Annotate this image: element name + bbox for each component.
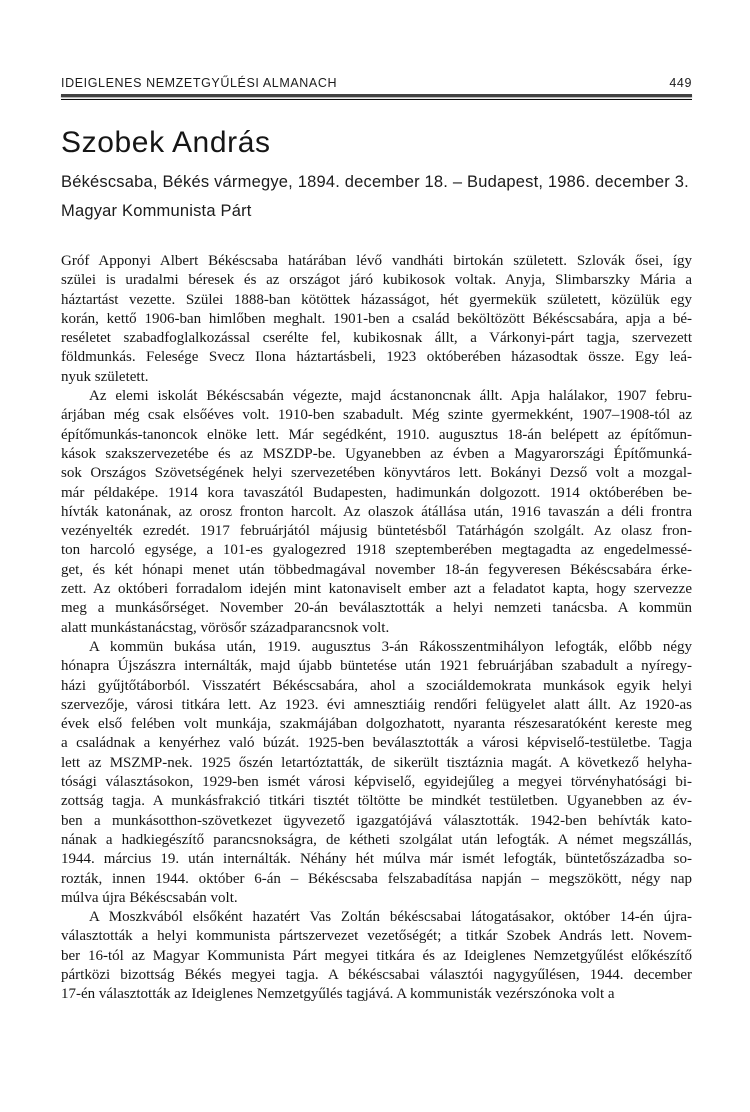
text-line: évek első felében volt munkája, szakmájában dolgozhatott, nyaranta részesaratóként kereste meg [61, 716, 692, 733]
text-line: szervezője, városi titkára lett. Az 1923. évi amnesztiáig rendőri felügyelet alatt állt. Az 1920-as [61, 696, 692, 713]
entry-party: Magyar Kommunista Párt [61, 202, 252, 220]
biography-paragraph [61, 638, 692, 908]
header-rule-thin [61, 99, 692, 100]
text-line: korán, kettő 1906-ban himlőben meghalt. 1901-ben a család beköltözött Békéscsabára, apja a bé- [61, 310, 692, 327]
page-content [61, 0, 692, 1005]
biography-paragraph [61, 252, 692, 387]
text-line: építőmunkás-tanoncok elnöke lett. Már segédként, 1910. augusztus 18-án belépett az építőmun- [61, 426, 692, 443]
biography [61, 252, 692, 1005]
text-line: múlva újra Békéscsabán volt. [61, 889, 238, 906]
text-line: nának a hadkiegészítő parancsnokságra, de kétheti szolgálat után lefogták. A német megszállás, [61, 831, 692, 848]
header-rule [61, 94, 692, 100]
text-line: A Moszkvából elsőként hazatért Vas Zoltán békéscsabai látogatásakor, október 14-én újra- [89, 909, 692, 926]
text-line: zett. Az októberi forradalom idején mint katonaviselt ember azt a feladatot kapta, hogy szervezze [61, 581, 692, 598]
text-line: 17-én választották az Ideiglenes Nemzetgyűlés tagjává. A kommunisták vezérszónoka volt a [61, 986, 615, 1003]
text-line: ber 16-tól az Magyar Kommunista Párt megyei titkára és az Ideiglenes Nemzetgyűlést előkészítő [61, 947, 692, 964]
text-line: választották a helyi kommunista pártszervezet vezetőségét; a titkár Szobek András lett. Novem- [61, 928, 692, 945]
text-line: földmunkás. Felesége Svecz Ilona háztartásbeli, 1923 októberében házasodtak össze. Egy leá- [61, 349, 692, 366]
text-line: 1944. március 19. után internálták. Néhány hét múlva már ismét lefogták, büntetőszázadba so- [61, 851, 692, 868]
text-line: ben a munkásotthon-szövetkezet ügyvezető igazgatójává választották. 1942-ben behívták kato- [61, 812, 692, 829]
text-line: alatt munkástanácstag, vörösőr századparancsnok volt. [61, 619, 390, 636]
text-line: hívták katonának, az orosz fronton harcolt. Az olaszok átállása után, 1916 tavaszán a déli frontra [61, 503, 692, 520]
text-line: get, és két hónapi menet után többedmagával november 18-án fegyveresen Békéscsabára érke- [61, 561, 692, 578]
text-line: lett az MSZMP-nek. 1925 őszén letartóztatták, de sikerült tisztáznia magát. A következő helyha- [61, 754, 692, 771]
text-line: meg a munkásőrséget. November 20-án beválasztották a helyi nemzeti tanácsba. A kommün [61, 600, 692, 617]
text-line: tósági választásokon, 1929-ben ismét városi képviselő, egyidejűleg a megyei törvényhatósági bi- [61, 774, 692, 791]
page-header [61, 0, 692, 90]
header-rule-thick [61, 94, 692, 97]
text-line: nyuk született. [61, 368, 149, 385]
text-line: ton harcoló egysége, a 101-es gyalogezred 1918 szeptemberében megtagadta az engedelmessé- [61, 542, 692, 559]
text-line: házi gyűjtőtáborból. Visszatért Békéscsabára, ahol a szociáldemokrata munkások egyik helyi [61, 677, 692, 694]
text-line: zottság tagja. A munkásfrakció titkári tisztét töltötte be mindkét testületben. Ugyanebben az év- [61, 793, 692, 810]
text-line: A kommün bukása után, 1919. augusztus 3-án Rákosszentmihályon lefogták, előbb négy [89, 638, 692, 655]
entry-birth-death: Békéscsaba, Békés vármegye, 1894. december 18. – Budapest, 1986. december 3. [61, 173, 689, 191]
text-line: vezényelték ezredét. 1917 februárjától májusig büntetésből Tatárhágón szolgált. Az olasz fron- [61, 523, 692, 540]
text-line: hónapra Újszászra internálták, majd újabb büntetése után 1921 februárjában szabadult a nyíregy- [61, 658, 692, 675]
page-number: 449 [669, 76, 692, 90]
text-line: háztartást vezette. Szülei 1888-ban kötöttek házasságot, hét gyermekük született, közülük egy [61, 291, 692, 308]
text-line: árjában még csak elsőéves volt. 1910-ben szabadult. Még szinte gyermekként, 1907–1908-tól az [61, 407, 692, 424]
text-line: Az elemi iskolát Békéscsabán végezte, majd ácstanoncnak állt. Apja halálakor, 1907 febru- [89, 388, 692, 405]
text-line: kások szakszervezetébe és az MSZDP-be. Ugyanebben az évben a Magyarországi Építőmunká- [61, 445, 692, 462]
text-line: Gróf Apponyi Albert Békéscsaba határában lévő vandháti birtokán született. Szlovák ősei, így [61, 253, 692, 269]
biography-paragraph [61, 908, 692, 1004]
text-line: már példaképe. 1914 kora tavaszától Budapesten, hadimunkán dolgozott. 1914 októberében be- [61, 484, 692, 501]
text-line: szülei is uradalmi béresek és az országot járó kubikosok voltak. Anyja, Slimbarszky Mária a [61, 272, 692, 289]
text-line: pártközi bizottság Békés megyei tagja. A békéscsabai választói nagygyűlésen, 1944. december [61, 966, 692, 983]
text-line: sok Országos Szövetségének helyi szervezetében könyvtáros lett. Bokányi Dezső volt a mozgal- [61, 465, 692, 482]
biography-paragraph [61, 387, 692, 638]
text-line: reséletet szabadfoglalkozással cserélte fel, kubikosnak állt, a Várkonyi-párt tagja, szervezett [61, 330, 692, 347]
text-line: rozták, innen 1944. október 6-án – Békéscsaba felszabadítása napján – megszökött, négy nap [61, 870, 692, 887]
journal-title: IDEIGLENES NEMZETGYŰLÉSI ALMANACH [61, 76, 338, 90]
entry-name: Szobek András [61, 126, 271, 159]
text-line: a családnak a kenyérhez való búzát. 1925-ben beválasztották a városi képviselő-testületbe. Tagja [61, 735, 692, 752]
